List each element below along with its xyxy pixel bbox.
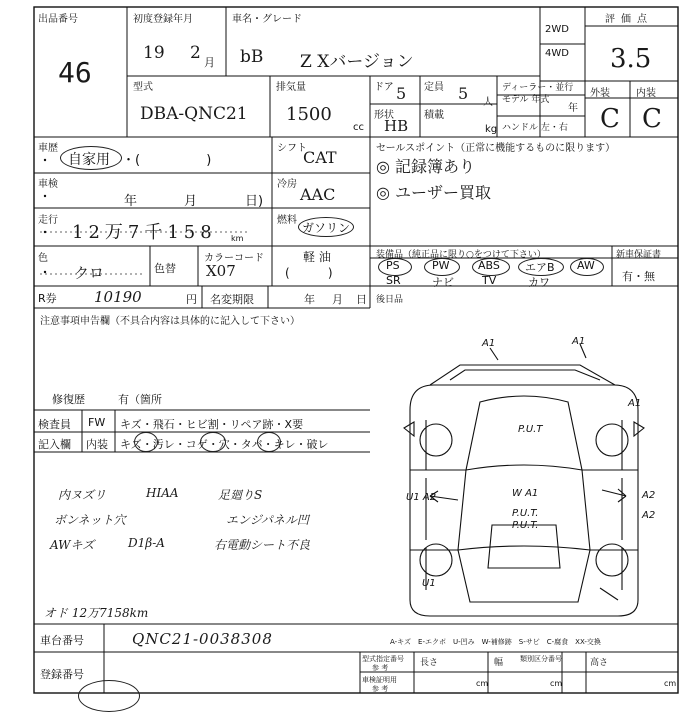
score: 3.5	[610, 44, 652, 74]
registration-label: 登録番号	[40, 668, 84, 681]
diagram-label-a2-right2: A2	[642, 510, 656, 521]
doors-value: 5	[396, 84, 407, 103]
drive-4wd: 4WD	[545, 48, 569, 59]
width-cm: cm	[550, 679, 563, 688]
burn-circle	[200, 432, 226, 452]
capacity-unit: 人	[483, 97, 493, 108]
shift-label: シフト	[277, 143, 307, 154]
exterior-grade: C	[600, 104, 620, 134]
note-line1-c: 足廻りS	[218, 488, 263, 502]
color-change-label: 色替	[154, 262, 176, 275]
inspection-label: 車検	[38, 179, 58, 190]
height-label: 高さ	[590, 658, 609, 668]
name-change-label: 名変期限	[210, 293, 254, 306]
ref-label-2: 参 考	[372, 685, 389, 693]
first-reg-label: 初度登録年月	[133, 14, 193, 25]
displacement-label: 排気量	[276, 82, 306, 93]
first-reg-month: 2	[190, 43, 201, 63]
note-line3-c: 右電動シート不良	[214, 538, 311, 552]
deadline-month: 月	[332, 293, 343, 306]
history-label: 車歴	[38, 143, 58, 154]
mileage-unit: km	[231, 234, 244, 243]
drive-2wd: 2WD	[545, 24, 569, 35]
diagram-label-put-roof1: P.U.T.	[512, 508, 539, 519]
repair-label: 修復歴	[52, 393, 85, 406]
later-items-label: 後日品	[376, 295, 404, 305]
repair-value: 有（箇所	[118, 393, 162, 406]
cert-label: 車検証明用	[362, 676, 397, 684]
equipment-label: 装備品（純正品に限り○をつけて下さい）	[376, 250, 546, 260]
inspection-year: 年	[124, 194, 138, 209]
first-reg-year: 19	[143, 43, 165, 63]
equip-pw: PW	[432, 259, 450, 272]
history-value: 自家用	[68, 152, 110, 168]
color-value: クロ	[74, 264, 105, 282]
fw-tag: FW	[88, 416, 106, 429]
score-label: 評価点	[605, 14, 653, 25]
mileage-label: 走行	[38, 215, 58, 226]
registration-stamp-arc	[78, 680, 140, 712]
note-line2-a: ボンネット穴	[54, 513, 126, 527]
color-label: 色	[38, 253, 48, 264]
shift-value: CAT	[303, 148, 337, 167]
inspection-day: 日)	[245, 194, 264, 209]
color-code: X07	[206, 262, 236, 280]
car-grade: Z Xバージョン	[300, 52, 414, 72]
equip-aw: AW	[577, 259, 595, 272]
fuel-label: 燃料	[277, 215, 297, 226]
model-value: DBA-QNC21	[140, 104, 248, 124]
lot-number-label: 出品番号	[38, 14, 78, 25]
interior-tag: 内装	[86, 438, 108, 451]
chassis-number: QNC21-0038308	[132, 630, 273, 648]
recycle-label: R券	[38, 292, 57, 305]
sales-point-2: ◎ ユーザー買取	[376, 183, 492, 202]
doors-label: ドア	[374, 82, 394, 93]
exterior-label: 外装	[590, 88, 610, 99]
shape-label: 形状	[374, 110, 394, 121]
diagram-label-wa1: W A1	[512, 488, 539, 499]
type-designation-label: 型式指定番号	[362, 655, 404, 663]
mileage-value: 12万7千158	[72, 222, 217, 243]
interior-grade: C	[642, 104, 662, 134]
fuel-paren: ( )	[285, 266, 333, 280]
equip-sr: SR	[386, 274, 401, 287]
diagram-label-a1-front-left: A1	[482, 338, 496, 349]
sales-point-1: ◎ 記録簿あり	[376, 157, 476, 176]
notes-label: 注意事項申告欄（不具合内容は具体的に記入して下さい）	[40, 316, 300, 327]
model-year-label: モデル 年式	[502, 95, 550, 105]
diagram-label-a2-right1: A2	[642, 490, 656, 501]
car-name-label: 車名・グレード	[232, 14, 302, 25]
handle-label: ハンドル 左・右	[502, 123, 568, 133]
equip-airbag: エアB	[525, 261, 555, 274]
chassis-label: 車台番号	[40, 634, 84, 647]
diagram-label-u1-rear: U1	[422, 578, 436, 589]
history-rest: ・( )	[122, 153, 212, 168]
vehicle-damage-diagram	[370, 310, 678, 622]
class-number-label: 類別区分番号	[520, 655, 562, 663]
diagram-label-a1-right: A1	[628, 398, 642, 409]
tobacco-circle	[257, 432, 281, 452]
dealer-label: ディーラー・並行	[502, 83, 574, 93]
lot-number: 46	[58, 56, 92, 89]
equip-abs: ABS	[478, 259, 500, 272]
warranty-label: 新車保証書	[616, 250, 662, 260]
year-char: 年	[568, 103, 578, 114]
ac-value: AAC	[300, 185, 336, 204]
equip-tv: TV	[482, 274, 497, 287]
diagram-label-put-hood: P.U.T	[518, 424, 543, 435]
cc-unit: cc	[353, 122, 364, 133]
interior-label: 内装	[636, 88, 656, 99]
color-code-label: カラーコード	[204, 253, 264, 264]
note-line1-a: 内ヌズリ	[58, 488, 107, 502]
recycle-value: 10190	[94, 288, 142, 306]
interior-checklist: キズ・汚レ・コゲ・穴・タバ・キレ・破レ	[120, 438, 329, 451]
inspection-month: 月	[184, 194, 198, 209]
note-line1-b: HIAA	[146, 486, 179, 500]
capacity-label: 定員	[424, 82, 444, 93]
note-line2-b: エンジパネル凹	[226, 513, 309, 527]
height-cm: cm	[664, 679, 677, 688]
fw-checklist: キズ・飛石・ヒビ割・リペア跡・X要	[120, 418, 304, 431]
equip-leather: カワ	[528, 276, 550, 289]
equip-navi: ナビ	[432, 276, 454, 289]
shape-value: HB	[384, 117, 409, 135]
load-label: 積載	[424, 110, 444, 121]
model-label: 型式	[133, 82, 153, 93]
deadline-day: 日	[356, 293, 367, 306]
width-label: 幅	[494, 658, 504, 668]
inspector-label-1: 検査員	[38, 418, 71, 431]
diagram-label-a1-front-right: A1	[572, 336, 586, 347]
note-line3-a: AWキズ	[50, 538, 95, 552]
month-char: 月	[204, 56, 215, 69]
diagram-label-u1a2: U1 A2	[406, 492, 437, 503]
sales-point-label: セールスポイント（正常に機能するものに限ります）	[376, 143, 616, 154]
car-name: bB	[240, 47, 264, 67]
note-line3-b: D1β-A	[128, 536, 165, 550]
warranty-value: 有・無	[622, 270, 655, 283]
equipment-grid	[372, 258, 612, 289]
recycle-yen: 円	[186, 293, 197, 306]
scratch-circle	[134, 432, 158, 452]
equip-ps: PS	[386, 259, 400, 272]
diagram-label-put-roof2: P.U.T.	[512, 520, 539, 531]
deadline-year: 年	[304, 293, 315, 306]
fuel-diesel: 軽 油	[303, 250, 331, 264]
kg-unit: kg	[485, 124, 498, 135]
fuel-gasoline: ガソリン	[302, 221, 351, 235]
length-label: 長さ	[420, 658, 439, 668]
mileage-note: オド 12万7158km	[44, 606, 149, 620]
ref-label-1: 参 考	[372, 664, 389, 672]
ac-label: 冷房	[277, 179, 297, 190]
damage-legend: A-キズ E-エクボ U-凹み W-補修跡 S-サビ C-腐食 XX-交換	[390, 638, 601, 646]
capacity-value: 5	[458, 84, 469, 103]
displacement-value: 1500	[286, 104, 332, 125]
length-cm: cm	[476, 679, 489, 688]
inspector-label-2: 記入欄	[38, 438, 71, 451]
